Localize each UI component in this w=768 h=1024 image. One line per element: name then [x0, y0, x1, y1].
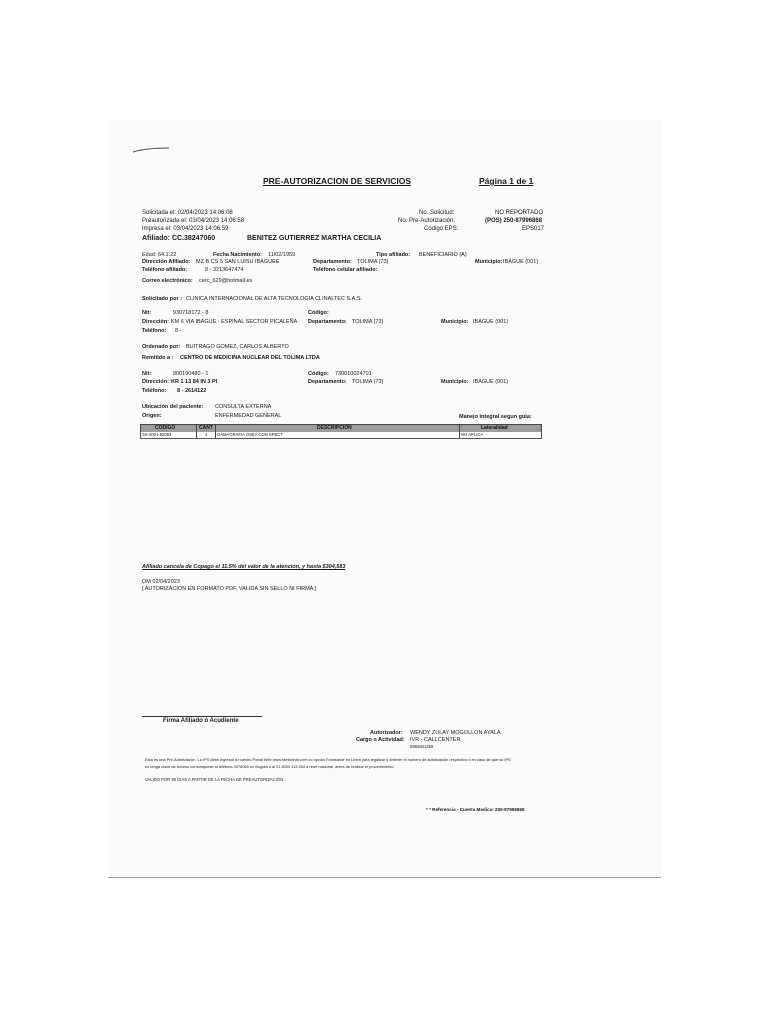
solicitado-nit-value: 930718172 - 8: [173, 310, 209, 316]
solicitado-municipio-value: IBAGUE (001): [473, 319, 509, 325]
remitido-codigo-label: Código:: [308, 371, 329, 377]
cargo-value: IVR - CALLCENTER: [410, 737, 461, 743]
impresa-date: Impresa el: 03/04/2023 14:06:59: [142, 226, 229, 232]
direccion-afiliado-label: Dirección Afiliado:: [142, 259, 191, 265]
codigo-eps-value: EPS017: [522, 226, 545, 232]
row-cant: 1: [205, 432, 208, 437]
preautorizada-date: Preautorizada el: 03/04/2023 14:06:58: [142, 218, 245, 224]
document-title: PRE-AUTORIZACION DE SERVICIOS: [263, 176, 411, 186]
remitido-codigo-value: 730010024701: [335, 371, 372, 377]
solicitado-nit-label: Nit:: [142, 310, 152, 316]
telefono-afiliado-label: Teléfono afiliado:: [142, 267, 188, 273]
autorizador-value: WENDY ZULAY MOGOLLON AYALA: [410, 730, 501, 736]
fecha-nacimiento-label: Fecha Nacimiento:: [213, 252, 262, 258]
manejo-integral-label: Manejo integral segun guia:: [459, 414, 532, 420]
direccion-afiliado-value: MZ B CS 5 SAN LUISU IBAGUEE: [196, 259, 280, 265]
solicitado-telefono-value: 8 -: [175, 328, 182, 334]
col-descripcion: DESCRIPCION: [317, 425, 352, 431]
remitido-direccion-label: Dirección:: [142, 379, 169, 385]
solicitado-por-label: Solicitado por :: [142, 296, 183, 302]
solicitada-date: Solicitada el: 02/04/2023 14:06:08: [142, 210, 233, 216]
ubicacion-label: Ubicación del paciente:: [142, 404, 204, 410]
municipio-value: IBAGUE (001): [503, 259, 539, 265]
col-cant: CANT: [199, 425, 213, 431]
telefono-afiliado-value: 8 - 3213647474: [205, 267, 244, 273]
departamento-value: TOLIMA (73): [357, 259, 389, 265]
col-lateralidad: Lateralidad: [481, 425, 508, 431]
no-solicitud-value: NO REPORTADO: [495, 210, 544, 216]
telefono-celular-label: Teléfono celular afiliado:: [313, 267, 378, 273]
remitido-nit-label: Nit:: [142, 371, 152, 377]
codigo-eps-label: Código EPS:: [424, 226, 459, 232]
ordenado-por-label: Ordenado por:: [142, 344, 181, 350]
afiliado-id: Afiliado: CC.38247060: [142, 235, 216, 242]
legal-line-1: Esta es una Pre-Autorización. La IPS debe ingresar a nuestro Portal Web www.famisanar.com.co opción Famisanar en Línea para legalizar y obtener el numero de autorización respectivo ó en caso de que su IPS: [145, 757, 511, 762]
origen-label: Origen:: [142, 413, 162, 419]
reference-cuenta-medica: * * Referencia - Cuenta Medica: 250-87996868: [426, 807, 525, 812]
no-preautorizacion-value: (POS) 250-87996868: [485, 218, 543, 224]
page-bottom-edge: [108, 877, 661, 878]
remitido-direccion-value: KR 1 13 84 IN 3 PI: [171, 379, 218, 385]
signature-line: [142, 716, 262, 717]
correo-value: cerc_629@hotmail.es: [199, 278, 253, 284]
remitido-telefono-value: 8 - 2614122: [177, 388, 207, 394]
page-indicator: Página 1 de 1: [479, 176, 534, 186]
tipo-afiliado-label: Tipo afiliado:: [376, 252, 411, 258]
remitido-label: Remitido a :: [142, 355, 174, 361]
remitido-telefono-label: Teléfono:: [142, 388, 167, 394]
municipio-label: Municipio:: [475, 259, 503, 265]
correo-label: Correo electrónico:: [142, 278, 193, 284]
remitido-municipio-label: Municipio:: [441, 379, 469, 385]
validity-note: VALIDO POR 90 DIAS A PARTIR DE LA FECHA DE PREAUTORIZACIÓN.: [145, 777, 285, 782]
row-lateralidad: NO APLICA: [461, 432, 484, 437]
solicitado-codigo-label: Código:: [308, 310, 329, 316]
remitido-departamento-value: TOLIMA (73): [352, 379, 384, 385]
remitido-nit-value: 800190480 - 1: [173, 371, 209, 377]
origen-value: ENFERMEDAD GENERAL: [215, 413, 282, 419]
solicitado-telefono-label: Teléfono:: [142, 328, 167, 334]
departamento-label: Departamento:: [313, 259, 352, 265]
ubicacion-value: CONSULTA EXTERNA: [215, 404, 272, 410]
signature-label: Firma Afiliado ó Acudiente: [163, 718, 239, 724]
remitido-municipio-value: IBAGUE (001): [473, 379, 509, 385]
col-codigo: CODIGO: [155, 425, 176, 431]
remitido-value: CENTRO DE MEDICINA NUCLEAR DEL TOLIMA LTDA: [180, 355, 320, 361]
afiliado-name: BENITEZ GUTIERREZ MARTHA CECILIA: [247, 235, 382, 242]
edad: Edad: 64.1.22: [142, 252, 177, 258]
solicitado-direccion-value: KM 6 VIA IBAGUE - ESPINAL SECTOR PICALEÑA: [171, 319, 298, 325]
solicitado-direccion-label: Dirección:: [142, 319, 169, 325]
remitido-departamento-label: Departamento:: [308, 379, 347, 385]
autorizador-label: Autorizador:: [370, 730, 403, 736]
no-preautorizacion-label: No. Pre-Autorización:: [398, 218, 456, 224]
solicitado-municipio-label: Municipio:: [441, 319, 469, 325]
solicitado-por-value: CLINICA INTERNACIONAL DE ALTA TECNOLOGIA CLINALTEC S.A.S.: [186, 296, 363, 302]
fecha-nacimiento-value: 11/02/1959: [268, 252, 296, 258]
table-row: [140, 432, 542, 439]
autorizador-phone: 0982841359: [410, 744, 434, 749]
copago-text: Afiliado cancela de Copago el 11.5% del valor de la atención, y hasta $304,583: [142, 564, 346, 570]
pen-mark: [132, 147, 170, 153]
no-solicitud-label: No. Solicitud:: [419, 210, 455, 216]
row-codigo: SS-2001-92093: [142, 432, 172, 437]
cargo-label: Cargo o Actividad:: [356, 737, 405, 743]
legal-line-2: no tenga clave de acceso comuníquese al teléfono 3078069 en Bogotá ó al 01 8000 113 264 a nivel nacional, antes de realizar el procedimiento.: [145, 764, 395, 769]
solicitado-departamento-value: TOLIMA (73): [352, 319, 384, 325]
solicitado-departamento-label: Departamento:: [308, 319, 347, 325]
om-date: OM 02/04/2023: [142, 579, 180, 585]
ordenado-por-value: BUITRAGO GOMEZ, CARLOS ALBERTO: [186, 344, 289, 350]
pdf-validity-note: [ AUTORIZACION EN FORMATO PDF, VALIDA SIN SELLO NI FIRMA ]: [142, 586, 317, 592]
tipo-afiliado-value: BENEFICIARIO (A): [419, 252, 467, 258]
row-descripcion: GAMAGRAFIA OSEA CON SPECT: [217, 432, 283, 437]
